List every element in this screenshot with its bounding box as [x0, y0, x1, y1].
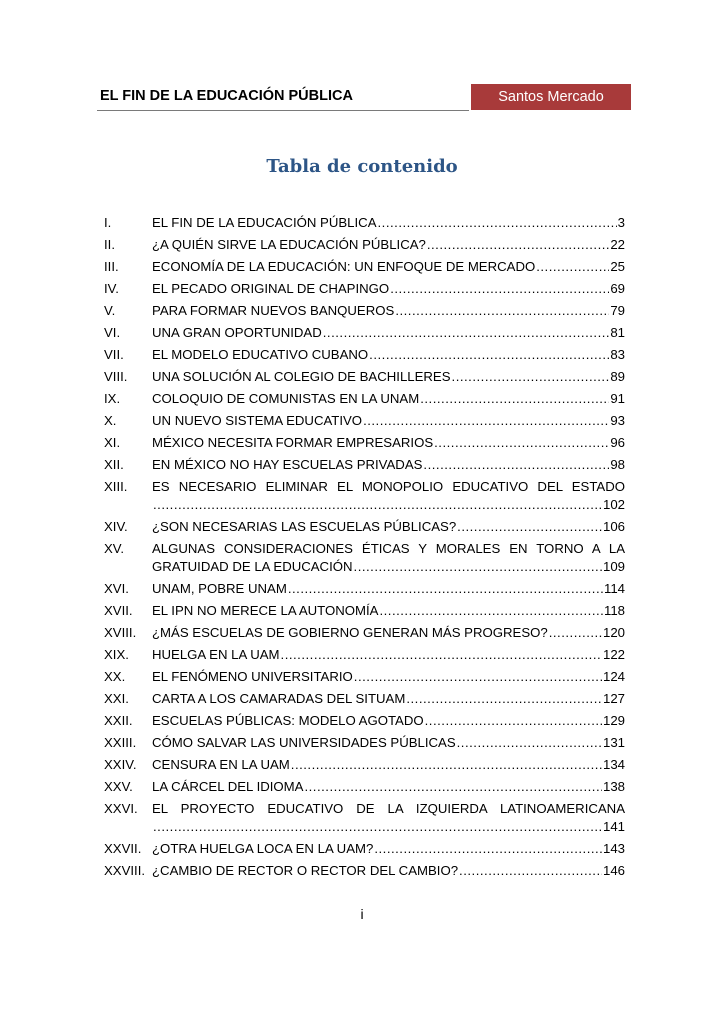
toc-entry-number: XXIII.	[104, 735, 137, 750]
toc-entry[interactable]	[104, 688, 625, 710]
toc-entry-number: IX.	[104, 391, 121, 406]
page-number: i	[360, 906, 364, 922]
toc-entry-page: 106	[602, 519, 625, 534]
toc-entry[interactable]	[104, 776, 625, 798]
toc-entry-page: 69	[610, 281, 625, 296]
toc-entry-title: ALGUNAS CONSIDERACIONES ÉTICAS Y MORALES EN TORNO A LA	[152, 541, 625, 556]
toc-entry-title: ¿A QUIÉN SIRVE LA EDUCACIÓN PÚBLICA?	[152, 237, 426, 252]
toc-entry-number: XV.	[104, 541, 125, 556]
toc-entry-title: ¿SON NECESARIAS LAS ESCUELAS PÚBLICAS?	[152, 519, 457, 534]
toc-entry-number: XIX.	[104, 647, 129, 662]
toc-entry-page: 122	[602, 647, 625, 662]
toc-entry-title: PARA FORMAR NUEVOS BANQUEROS	[152, 303, 395, 318]
header-rule	[97, 110, 469, 111]
toc-entry[interactable]	[104, 344, 625, 366]
toc-entry-title: UNA SOLUCIÓN AL COLEGIO DE BACHILLERES	[152, 369, 451, 384]
toc-entry-page: 134	[602, 757, 625, 772]
toc-entry-number: VI.	[104, 325, 121, 340]
dot-leader	[379, 600, 603, 622]
toc-entry-page: 114	[603, 581, 625, 596]
toc-entry-number: VIII.	[104, 369, 128, 384]
toc-entry-page: 3	[617, 215, 625, 230]
dot-leader	[423, 454, 609, 476]
dot-leader	[536, 256, 609, 278]
running-header-title: EL FIN DE LA EDUCACIÓN PÚBLICA	[100, 88, 353, 104]
toc-entry[interactable]	[104, 622, 625, 644]
toc-entry-title: ¿CAMBIO DE RECTOR O RECTOR DEL CAMBIO?	[152, 863, 459, 878]
toc-entry-page: 120	[602, 625, 625, 640]
toc-entry-number: XVIII.	[104, 625, 137, 640]
toc-entry-page: 129	[602, 713, 625, 728]
toc-entry-number: VII.	[104, 347, 124, 362]
toc-entry-number: I.	[104, 215, 112, 230]
dot-leader	[363, 410, 609, 432]
toc-entry-page: 109	[602, 559, 625, 574]
toc-entry-page: 124	[602, 669, 625, 684]
dot-leader	[354, 558, 602, 576]
toc-entry-page: 131	[602, 735, 625, 750]
toc-entry-title: EL PROYECTO EDUCATIVO DE LA IZQUIERDA LATINOAMERICANA	[152, 801, 625, 816]
toc-entry-page: 22	[610, 237, 625, 252]
toc-entry[interactable]	[104, 754, 625, 776]
toc-entry-title: MÉXICO NECESITA FORMAR EMPRESARIOS	[152, 435, 434, 450]
dot-leader	[390, 278, 609, 300]
dot-leader	[374, 838, 602, 860]
toc-entry[interactable]	[104, 860, 625, 882]
toc-entry-page: 79	[610, 303, 625, 318]
toc-entry-number: XXVII.	[104, 841, 142, 856]
toc-entry-page: 138	[602, 779, 625, 794]
toc-entry[interactable]	[104, 212, 625, 234]
running-header-author: Santos Mercado	[471, 84, 631, 110]
dot-leader	[549, 622, 602, 644]
toc-entry-number: V.	[104, 303, 116, 318]
toc-entry-number: XXIV.	[104, 757, 137, 772]
toc-entry-title: ECONOMÍA DE LA EDUCACIÓN: UN ENFOQUE DE MERCADO	[152, 259, 536, 274]
toc-entry-page: 141	[602, 819, 625, 834]
toc-entry-page: 118	[603, 603, 625, 618]
toc-entry[interactable]	[104, 234, 625, 256]
dot-leader	[457, 732, 602, 754]
toc-entry-number: XIII.	[104, 479, 128, 494]
toc-entry-title-continued: GRATUIDAD DE LA EDUCACIÓN	[152, 559, 353, 574]
toc-entry-number: III.	[104, 259, 119, 274]
toc-entry-title: EL IPN NO MERECE LA AUTONOMÍA	[152, 603, 379, 618]
toc-entry-number: XVII.	[104, 603, 133, 618]
dot-leader	[395, 300, 609, 322]
toc-entry-number: XI.	[104, 435, 121, 450]
toc-entry-page: 96	[610, 435, 625, 450]
dot-leader	[281, 644, 602, 666]
toc-entry-number: XXI.	[104, 691, 129, 706]
toc-entry[interactable]	[104, 300, 625, 322]
dot-leader	[406, 688, 602, 710]
toc-entry-number: XX.	[104, 669, 126, 684]
toc-entry[interactable]	[104, 476, 625, 516]
toc-entry[interactable]	[104, 538, 625, 578]
toc-entry-title: HUELGA EN LA UAM	[152, 647, 280, 662]
toc-entry-page: 93	[610, 413, 625, 428]
toc-entry-page: 102	[602, 497, 625, 512]
dot-leader	[354, 666, 602, 688]
dot-leader	[304, 776, 602, 798]
toc-entry-title: UNA GRAN OPORTUNIDAD	[152, 325, 322, 340]
dot-leader	[153, 818, 602, 836]
toc-entry-page: 25	[610, 259, 625, 274]
toc-entry[interactable]	[104, 838, 625, 860]
toc-entry[interactable]	[104, 454, 625, 476]
toc-entry[interactable]	[104, 578, 625, 600]
toc-entry[interactable]	[104, 256, 625, 278]
dot-leader	[459, 860, 602, 882]
toc-entry[interactable]	[104, 666, 625, 688]
toc-entry-title: CARTA A LOS CAMARADAS DEL SITUAM	[152, 691, 406, 706]
toc-entry-number: XIV.	[104, 519, 128, 534]
toc-entry-title: EL FIN DE LA EDUCACIÓN PÚBLICA	[152, 215, 377, 230]
toc-entry-title: ¿MÁS ESCUELAS DE GOBIERNO GENERAN MÁS PROGRESO?	[152, 625, 548, 640]
dot-leader	[452, 366, 610, 388]
toc-entry-number: XXVI.	[104, 801, 138, 816]
dot-leader	[288, 578, 603, 600]
toc-entry[interactable]	[104, 410, 625, 432]
toc-entry-title: CÓMO SALVAR LAS UNIVERSIDADES PÚBLICAS	[152, 735, 456, 750]
toc-entry[interactable]	[104, 710, 625, 732]
dot-leader	[323, 322, 610, 344]
toc-entry-title: ¿OTRA HUELGA LOCA EN LA UAM?	[152, 841, 374, 856]
dot-leader	[434, 432, 609, 454]
toc-entry-number: II.	[104, 237, 115, 252]
toc-entry-number: XXVIII.	[104, 863, 146, 878]
toc-entry[interactable]	[104, 516, 625, 538]
toc-entry-page: 127	[602, 691, 625, 706]
dot-leader	[291, 754, 602, 776]
toc-entry-number: XVI.	[104, 581, 129, 596]
toc-entry[interactable]	[104, 278, 625, 300]
toc-entry-number: XXII.	[104, 713, 133, 728]
toc-entry-page: 146	[602, 863, 625, 878]
table-of-contents	[104, 212, 625, 882]
toc-entry-page: 143	[602, 841, 625, 856]
dot-leader	[153, 496, 602, 514]
toc-entry[interactable]	[104, 600, 625, 622]
toc-entry-title: EL MODELO EDUCATIVO CUBANO	[152, 347, 369, 362]
dot-leader	[369, 344, 609, 366]
toc-entry-page: 98	[610, 457, 625, 472]
toc-entry[interactable]	[104, 432, 625, 454]
toc-entry-title: UN NUEVO SISTEMA EDUCATIVO	[152, 413, 363, 428]
toc-entry[interactable]	[104, 366, 625, 388]
toc-entry-title: CENSURA EN LA UAM	[152, 757, 290, 772]
toc-entry-page: 83	[610, 347, 625, 362]
dot-leader	[420, 388, 609, 410]
toc-entry-page: 81	[610, 325, 625, 340]
toc-entry-number: XII.	[104, 457, 124, 472]
dot-leader	[425, 710, 602, 732]
toc-entry-title: EN MÉXICO NO HAY ESCUELAS PRIVADAS	[152, 457, 423, 472]
toc-entry-title: LA CÁRCEL DEL IDIOMA	[152, 779, 304, 794]
toc-entry[interactable]	[104, 322, 625, 344]
toc-entry-number: X.	[104, 413, 117, 428]
toc-entry[interactable]	[104, 732, 625, 754]
dot-leader	[427, 234, 609, 256]
toc-entry-page: 89	[610, 369, 625, 384]
toc-entry[interactable]	[104, 388, 625, 410]
toc-entry-page: 91	[610, 391, 625, 406]
dot-leader	[378, 212, 617, 234]
toc-entry[interactable]	[104, 798, 625, 838]
toc-entry-title: ESCUELAS PÚBLICAS: MODELO AGOTADO	[152, 713, 424, 728]
dot-leader	[457, 516, 602, 538]
toc-entry-title: UNAM, POBRE UNAM	[152, 581, 287, 596]
toc-entry-title: EL FENÓMENO UNIVERSITARIO	[152, 669, 353, 684]
toc-entry-title: ES NECESARIO ELIMINAR EL MONOPOLIO EDUCATIVO DEL ESTADO	[152, 479, 625, 494]
toc-entry-number: XXV.	[104, 779, 133, 794]
toc-entry-number: IV.	[104, 281, 119, 296]
toc-heading: Tabla de contenido	[266, 156, 458, 177]
toc-entry-title: COLOQUIO DE COMUNISTAS EN LA UNAM	[152, 391, 420, 406]
toc-entry[interactable]	[104, 644, 625, 666]
toc-entry-title: EL PECADO ORIGINAL DE CHAPINGO	[152, 281, 390, 296]
